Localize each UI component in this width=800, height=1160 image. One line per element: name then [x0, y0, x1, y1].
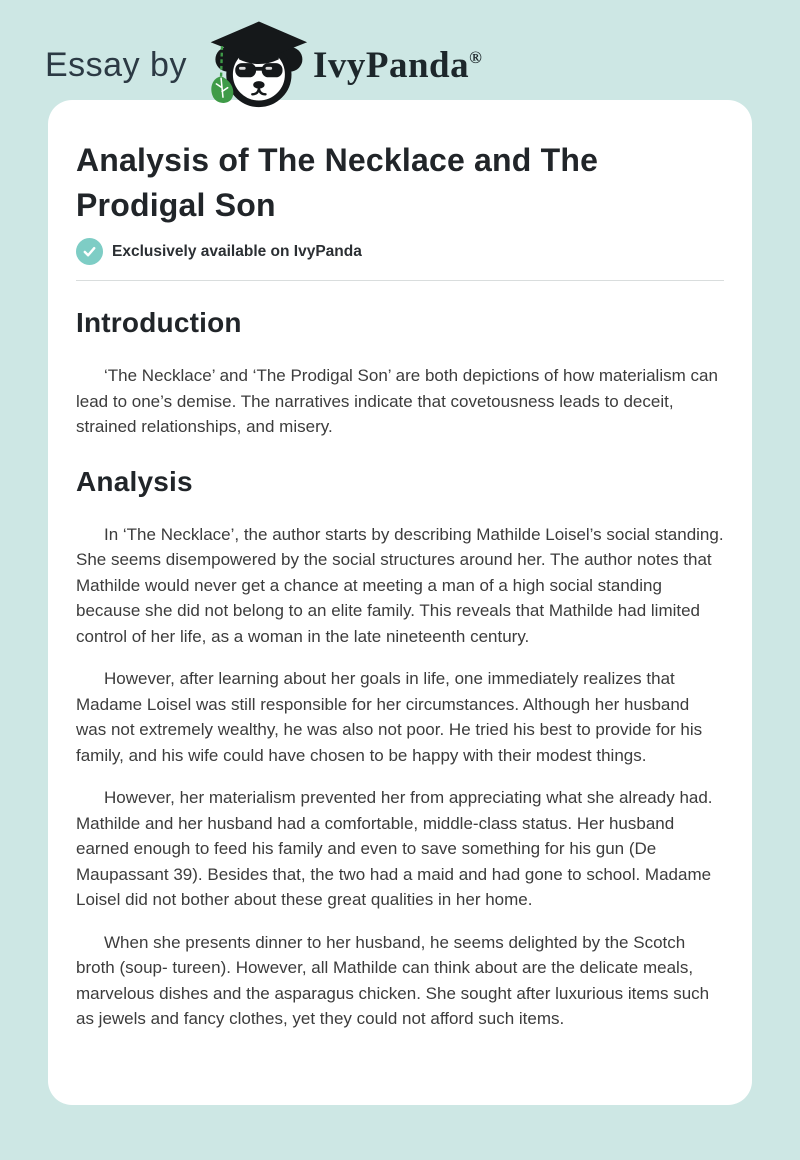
section-introduction [76, 307, 724, 440]
paragraph: However, her materialism prevented her from appreciating what she already had. Mathilde and her husband had a comfortable, middle-class status. Her husband earned enough to feed his family and even to save something for his gun (De Maupassant 39). Besides that, the two had a maid and had gone to school. Madame Loisel did not bother about these great qualities in her home. [76, 788, 713, 909]
registered-mark: ® [469, 47, 483, 67]
page-title: Analysis of The Necklace and The Prodigal Son [76, 142, 599, 223]
section-analysis [76, 466, 724, 1032]
panda-graduate-logo-icon [205, 21, 309, 109]
section-heading-introduction: Introduction [76, 307, 242, 338]
paragraph: However, after learning about her goals in life, one immediately realizes that Madame Loisel was still responsible for her circumstances. Although her husband was not extremely wealthy, he was also not poor. He tried his best to provide for his family, and his wife could have chosen to be happy with their modest things. [76, 669, 703, 765]
section-heading-analysis: Analysis [76, 465, 193, 497]
paragraph: ‘The Necklace’ and ‘The Prodigal Son’ are both depictions of how materialism can lead to one’s demise. The narratives indicate that covetousness leads to deceit, strained relationships, and misery. [76, 366, 718, 436]
brand-name: IvyPanda® [312, 44, 483, 86]
essay-card [48, 100, 752, 1105]
site-header [0, 0, 800, 100]
check-icon [76, 238, 103, 265]
exclusive-badge-label: Exclusively available on IvyPanda [112, 242, 362, 260]
essay-by-label: Essay by [45, 45, 187, 84]
paragraph: In ‘The Necklace’, the author starts by describing Mathilde Loisel’s social standing. She seems disempowered by the social structures around her. The author notes that Mathilde would never get a chance at meeting a man of a high social standing because she did not belong to an elite family. This reveals that Mathilde had limited control of her life, as a woman in the late nineteenth century. [76, 524, 724, 646]
divider [76, 280, 724, 281]
exclusive-badge [76, 238, 724, 265]
paragraph: When she presents dinner to her husband, he seems delighted by the Scotch broth (soup- tureen). However, all Mathilde can think about are the delicate meals, marvelous dishes and the asparagus chicken. She sought after luxurious items such as jewels and fancy clothes, yet they could not afford such items. [76, 932, 710, 1028]
